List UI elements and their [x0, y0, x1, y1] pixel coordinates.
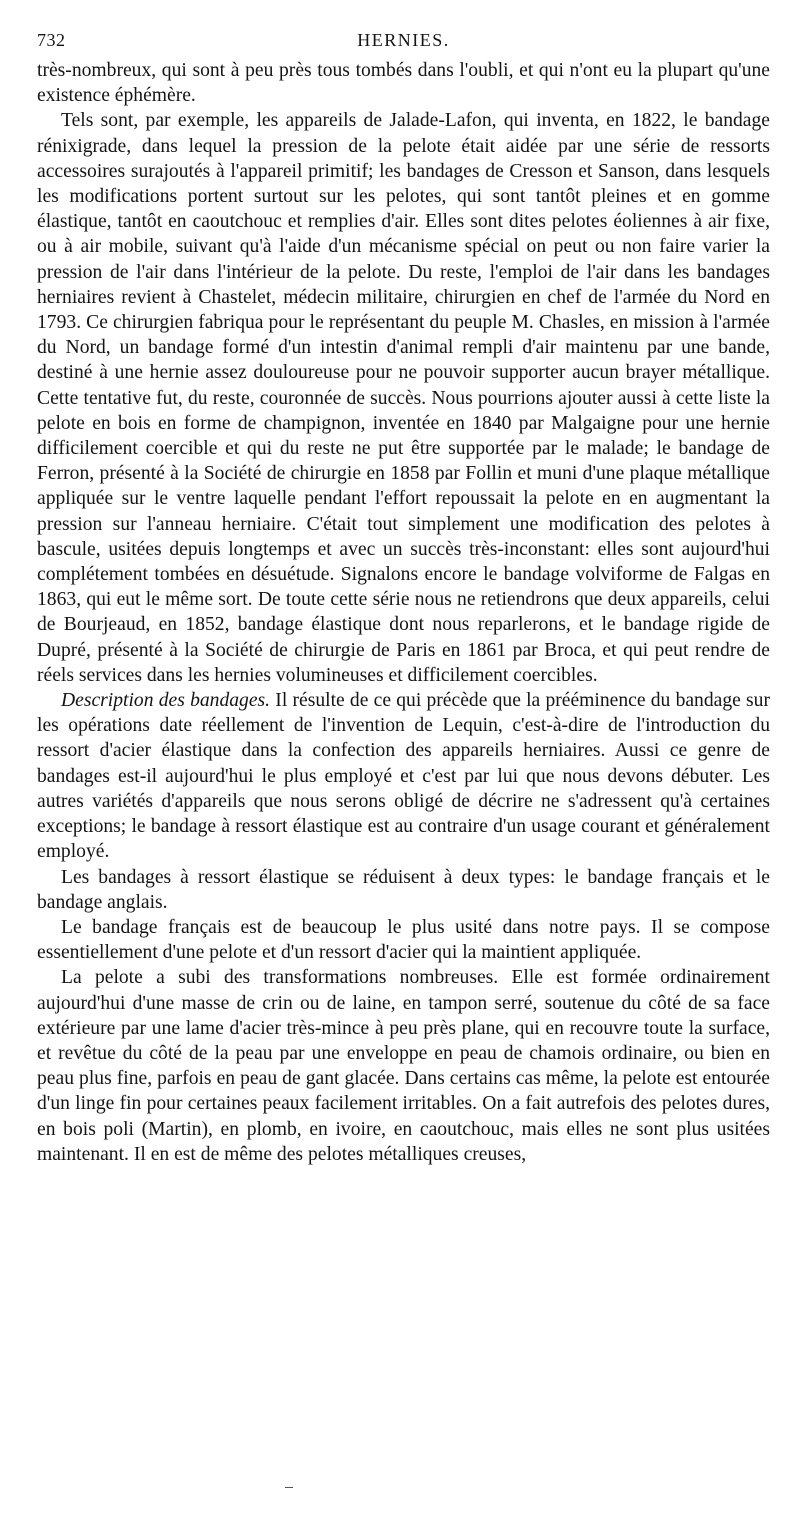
- paragraph-continued: très-nombreux, qui sont à peu près tous tombés dans l'oubli, et qui n'ont eu la plupart qu'une existence éphémère.: [37, 60, 770, 107]
- running-title: HERNIES.: [357, 30, 450, 50]
- section-run-in-heading: Description des bandages.: [61, 690, 271, 712]
- footer-mark: [285, 1487, 293, 1488]
- page-number: 732: [37, 30, 66, 50]
- paragraph-appareils: Tels sont, par exemple, les appareils de Jalade-Lafon, qui inventa, en 1822, le bandage rénixigrade, dans lequel la pression de la pelote était aidée par une série de ressorts accessoires surajoutés à l'appareil primitif; les bandages de Cresson et Sanson, dans lesquels les modifications portent surtout sur les pelotes, qui sont tantôt pleines et en gomme élastique, tantôt en caoutchouc et remplies d'air. Elles sont dites pelotes éoliennes à air fixe, ou à air mobile, suivant qu'à l'aide d'un mécanisme spécial on peut ou non faire varier la pression de l'air dans l'intérieur de la pelote. Du reste, l'emploi de l'air dans les bandages herniaires revient à Chastelet, médecin militaire, chirurgien en chef de l'armée du Nord en 1793. Ce chirurgien fabriqua pour le représentant du peuple M. Chasles, en mission à l'armée du Nord, un bandage formé d'un intestin d'animal rempli d'air maintenu par une bande, destiné à une hernie assez douloureuse pour ne pouvoir supporter aucun brayer métallique. Cette tentative fut, du reste, couronnée de succès. Nous pourrions ajouter aussi à cette liste la pelote en bois en forme de champignon, inventée en 1840 par Malgaigne pour une hernie difficilement coercible et qui du reste ne put être supportée par le malade; le bandage de Ferron, présenté à la Société de chirurgie en 1858 par Follin et muni d'une plaque métallique appliquée sur le ventre laquelle pendant l'effort repoussait la pelote en en augmentant la pression sur l'anneau herniaire. C'était tout simplement une modification des pelotes à bascule, usitées depuis longtemps et avec un succès très-inconstant: elles sont aujourd'hui complétement tombées en désuétude. Signalons encore le bandage volviforme de Falgas en 1863, qui eut le même sort. De toute cette série nous ne retiendrons que deux appareils, celui de Bourjeaud, en 1852, bandage élastique dont nous reparlerons, et le bandage rigide de Dupré, présenté à la Société de chirurgie de Paris en 1861 par Broca, et qui peut rendre de réels services dans les hernies volumineuses et difficilement coercibles.: [37, 110, 770, 686]
- paragraph-bandage-francais: Le bandage français est de beaucoup le plus usité dans notre pays. Il se compose essentiellement d'une pelote et d'un ressort d'acier qui la maintient appliquée.: [37, 916, 770, 964]
- running-head: [37, 30, 770, 58]
- body-text: [37, 58, 770, 1167]
- paragraph-description: [37, 688, 770, 864]
- paragraph-description-text: Il résulte de ce qui précède que la prééminence du bandage sur les opérations date réellement de l'invention de Lequin, c'est-à-dire de l'introduction du ressort d'acier élastique dans la confection des appareils herniaires. Aussi ce genre de bandages est-il aujourd'hui le plus employé et c'est par lui que nous devons débuter. Les autres variétés d'appareils que nous serons obligé de décrire ne s'adressent qu'à certaines exceptions; le bandage à ressort élastique est au contraire d'un usage courant et généralement employé.: [37, 690, 771, 863]
- book-page: [37, 30, 770, 1167]
- paragraph-pelote: La pelote a subi des transformations nombreuses. Elle est formée ordinairement aujourd'hui d'une masse de crin ou de laine, en tampon serré, soutenue du côté de sa face extérieure par une lame d'acier très-mince à peu près plane, qui en recouvre toute la surface, et revêtue du côté de la peau par une enveloppe en peau de chamois ordinaire, ou bien en peau plus fine, parfois en peau de gant glacée. Dans certains cas même, la pelote est entourée d'un linge fin pour certaines peaux facilement irritables. On a fait autrefois des pelotes dures, en bois poli (Martin), en plomb, en ivoire, en caoutchouc, mais elles ne sont plus usitées maintenant. Il en est de même des pelotes métalliques creuses,: [37, 967, 770, 1165]
- paragraph-types: Les bandages à ressort élastique se réduisent à deux types: le bandage français et le bandage anglais.: [37, 866, 770, 913]
